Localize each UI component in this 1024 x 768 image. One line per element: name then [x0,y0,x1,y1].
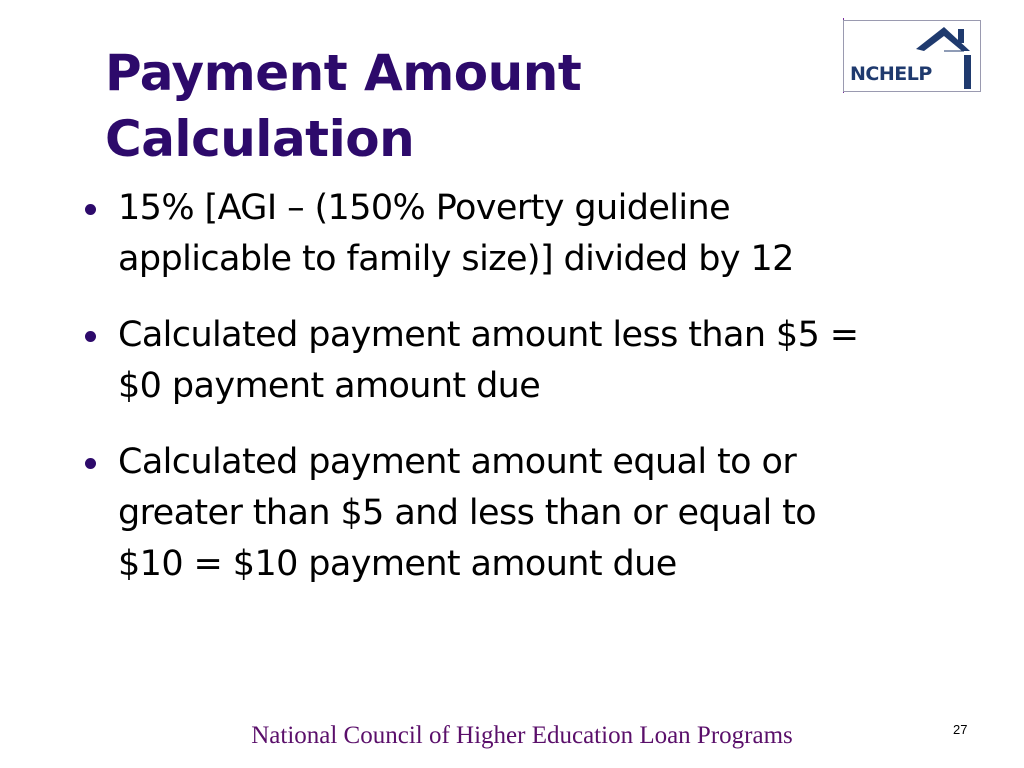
footer-text: National Council of Higher Education Loan Programs [251,722,793,749]
bullet-line: Calculated payment amount equal to or [118,442,797,482]
bullet-line: 15% [AGI – (150% Poverty guideline [118,188,731,228]
bullet-line: Calculated payment amount less than $5 = [118,315,859,355]
nchelp-logo [843,20,981,92]
bullet-dot-icon [85,331,96,342]
bullet-line: $0 payment amount due [118,366,541,406]
bullet-line: greater than $5 and less than or equal to [118,493,817,533]
bullet-item [80,437,950,590]
bullet-line: $10 = $10 payment amount due [118,544,677,584]
slide-title [105,40,805,172]
bullet-dot-icon [85,458,96,469]
logo-text: NCHELP [850,63,932,85]
bullet-line: applicable to family size)] divided by 12 [118,239,794,279]
bullet-dot-icon [85,204,96,215]
bullet-item [80,183,950,285]
title-line-1: Payment Amount [105,44,582,102]
bullet-item [80,310,950,412]
bullet-list [80,183,950,615]
page-number: 27 [953,722,968,737]
title-line-2: Calculation [105,110,415,168]
